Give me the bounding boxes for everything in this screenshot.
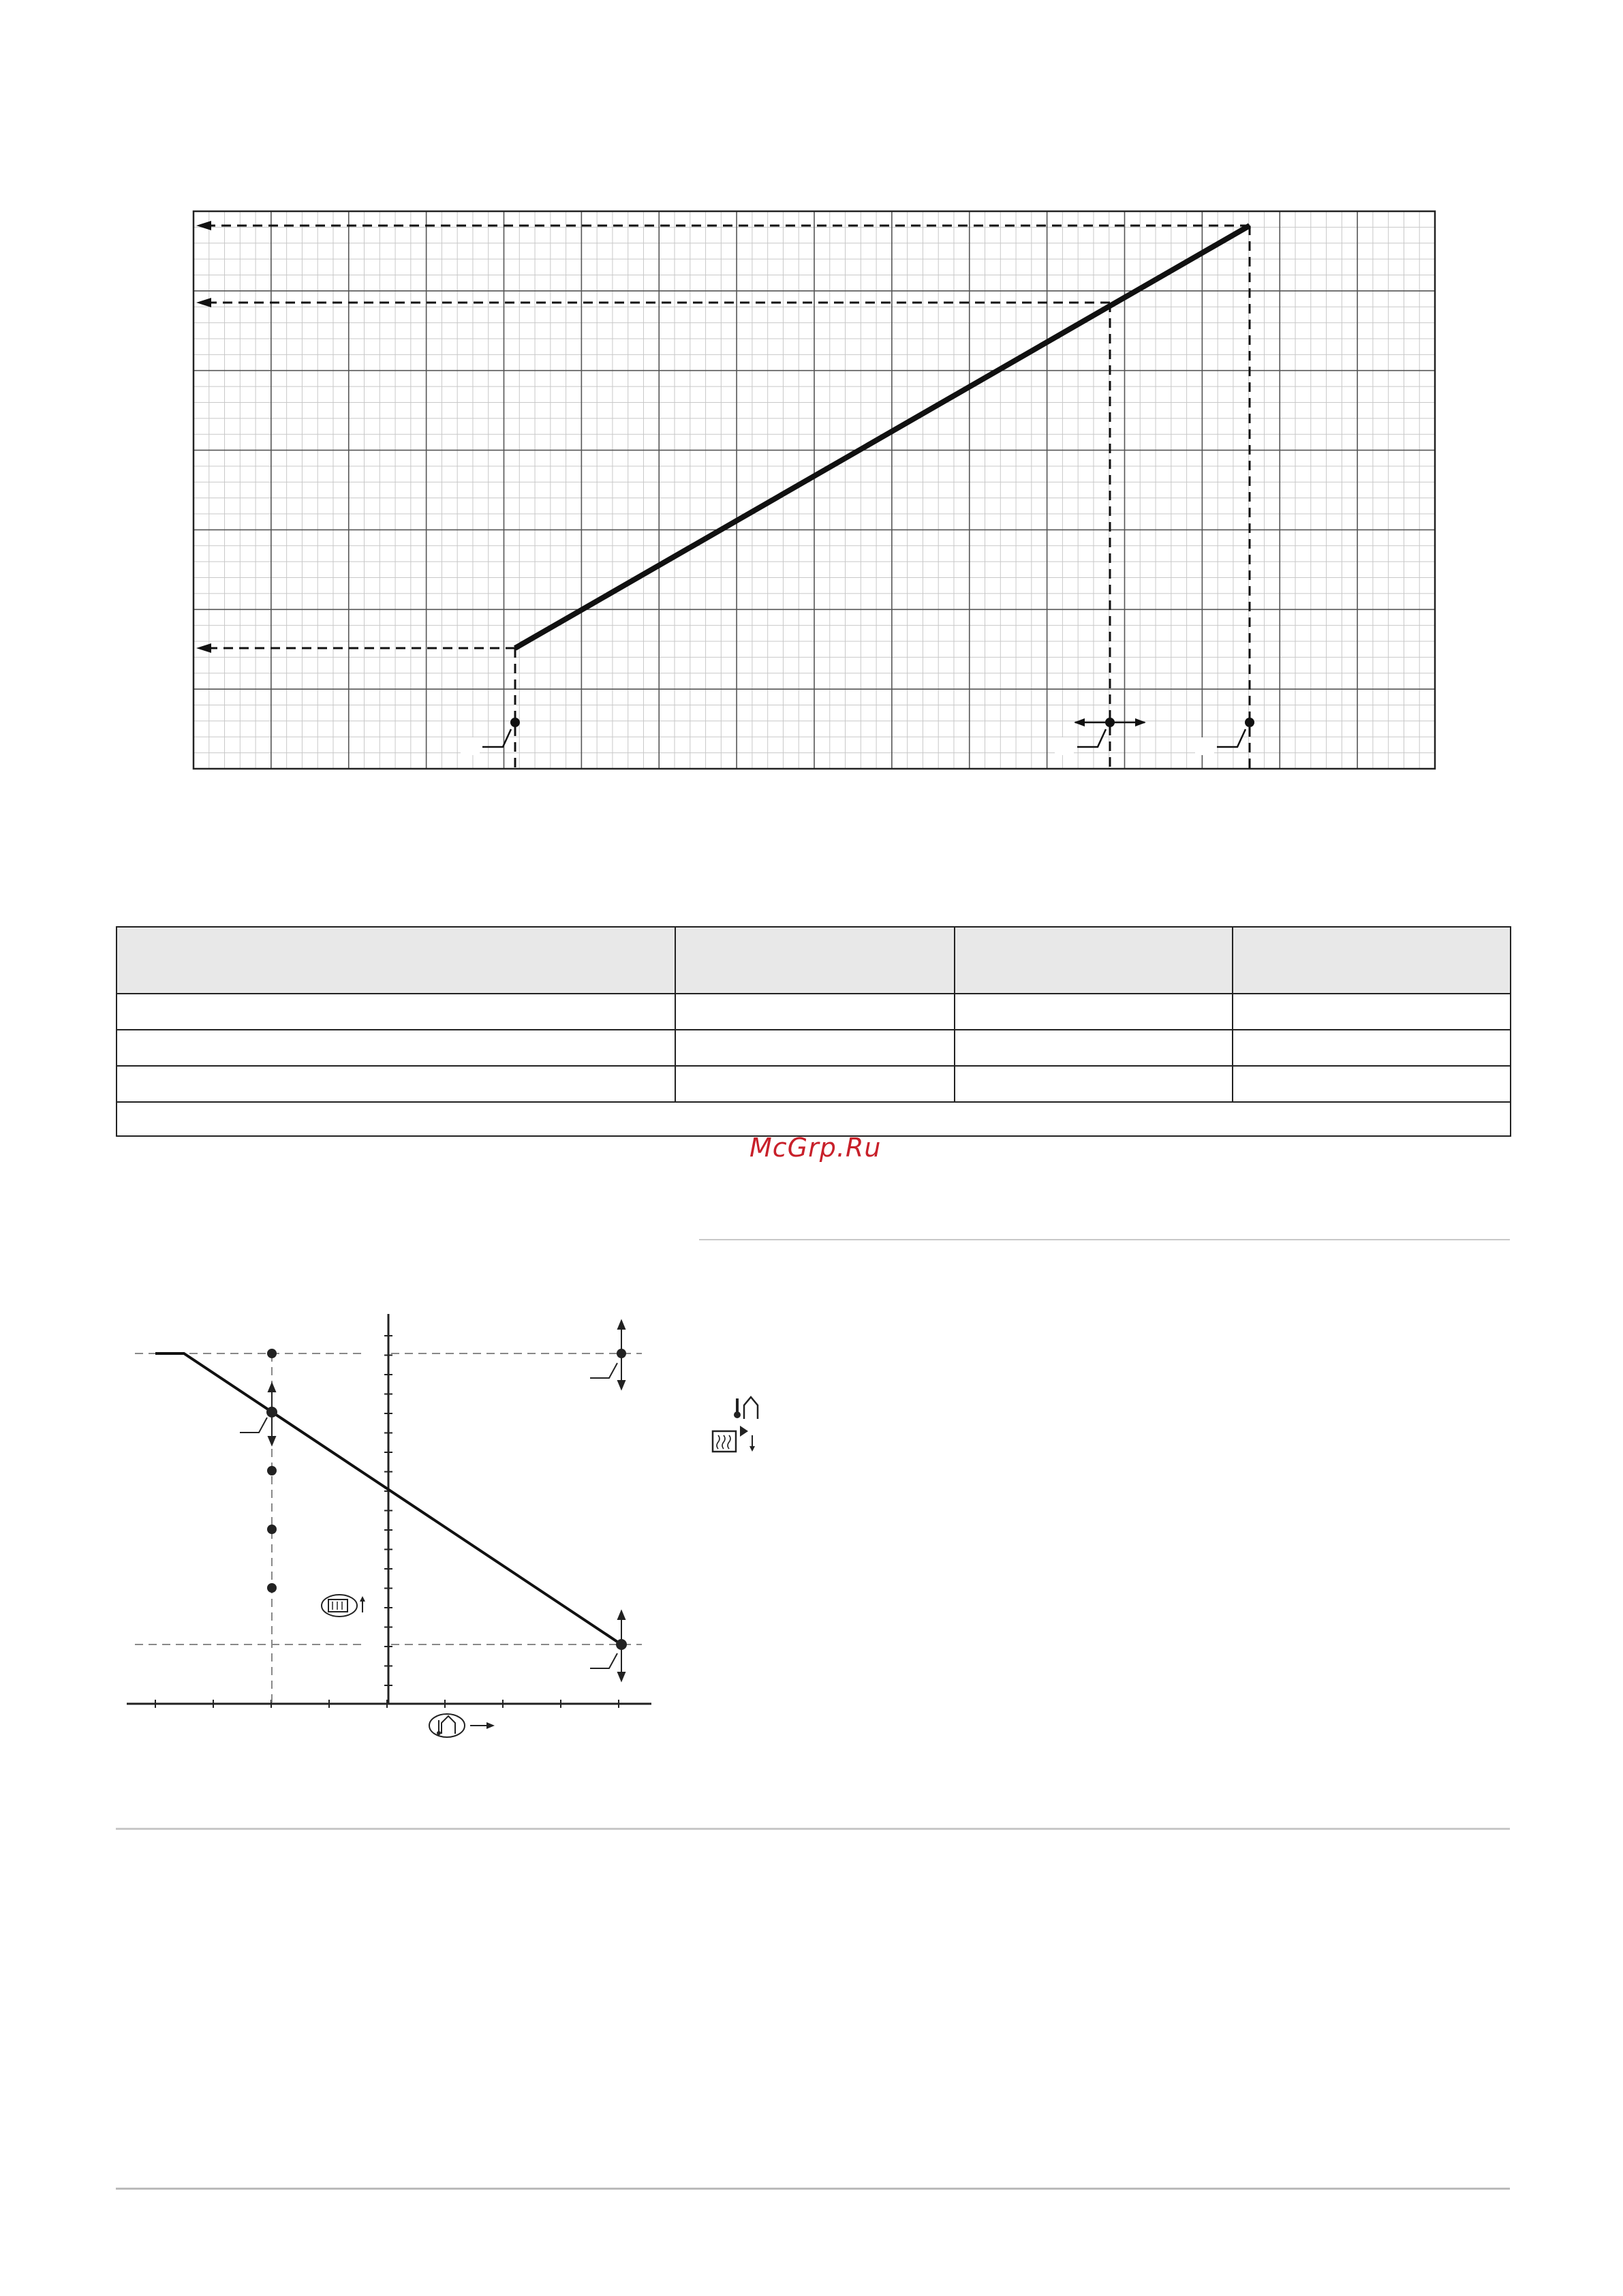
marker-end xyxy=(1195,718,1254,755)
table-cell xyxy=(955,1030,1233,1066)
table-cell xyxy=(1233,1066,1511,1102)
table-cell xyxy=(1233,994,1511,1030)
table-cell xyxy=(675,1066,955,1102)
table-cell xyxy=(955,1066,1233,1102)
table-cell xyxy=(955,994,1233,1030)
table-cell xyxy=(117,1066,675,1102)
arrow-down-icon xyxy=(749,1446,755,1452)
table-header-cell xyxy=(675,927,955,994)
heating-curve-line xyxy=(155,1353,621,1644)
radiator-flow-temperature-icon xyxy=(322,1595,365,1617)
spec-table xyxy=(116,926,1511,1137)
room-thermometer-icon xyxy=(734,1397,758,1419)
guide-lines xyxy=(135,1353,642,1704)
table-header-cell xyxy=(1233,927,1511,994)
arrow-left-icon xyxy=(1074,718,1085,726)
section-divider xyxy=(699,1239,1510,1240)
section-divider xyxy=(116,1828,1510,1830)
table-row xyxy=(117,994,1511,1030)
table-cell xyxy=(1233,1030,1511,1066)
arrow-down-icon xyxy=(618,1381,625,1389)
characteristic-graph xyxy=(0,0,1623,818)
arrow-down-icon xyxy=(268,1437,275,1445)
table-cell xyxy=(117,1030,675,1066)
arrow-up-icon xyxy=(268,1383,275,1392)
table-row xyxy=(117,1066,1511,1102)
arrow-up-icon xyxy=(618,1611,625,1619)
axis-ticks xyxy=(155,1336,619,1708)
table-cell xyxy=(117,994,675,1030)
table-header-cell xyxy=(955,927,1233,994)
adjust-arrows xyxy=(268,1321,625,1681)
footer-divider xyxy=(116,2188,1510,2190)
table-header-cell xyxy=(117,927,675,994)
marker-start xyxy=(461,718,520,755)
radiator-arrow-icon xyxy=(713,1426,755,1452)
arrow-right-icon xyxy=(1135,718,1146,726)
characteristic-line xyxy=(515,226,1250,648)
table-footnote-row xyxy=(117,1102,1511,1136)
arrow-left-icon xyxy=(196,221,211,230)
horizontal-projections xyxy=(204,226,1250,648)
arrow-left-icon xyxy=(196,643,211,653)
outdoor-temperature-icon xyxy=(429,1714,495,1737)
callout-leaders xyxy=(240,1363,617,1668)
arrow-down-icon xyxy=(618,1672,625,1681)
table-header-row xyxy=(117,927,1511,994)
curve-points xyxy=(266,1349,627,1650)
table-cell xyxy=(675,1030,955,1066)
watermark-text[interactable]: McGrp.Ru xyxy=(749,1133,882,1163)
arrow-right-icon xyxy=(486,1722,495,1729)
table-cell xyxy=(675,994,955,1030)
table-row xyxy=(117,1030,1511,1066)
table-footnote xyxy=(117,1102,1511,1136)
marker-adjustable xyxy=(1055,718,1146,755)
arrow-left-icon xyxy=(196,298,211,307)
arrow-up-icon xyxy=(618,1321,625,1329)
